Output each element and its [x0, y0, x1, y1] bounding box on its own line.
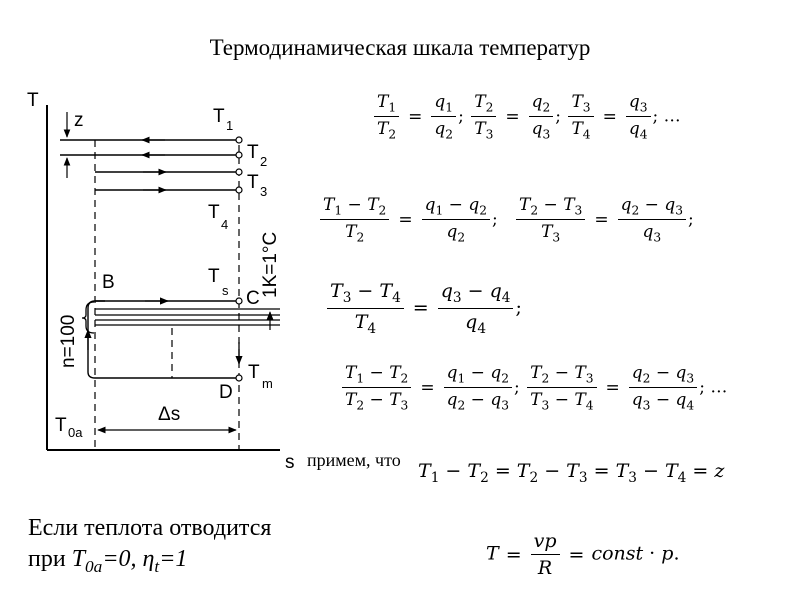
label-t4-sub: 4 [221, 217, 229, 232]
assume-text: примем, что [307, 450, 401, 470]
point-t2 [236, 152, 242, 158]
point-c-label: C [246, 288, 260, 309]
label-t1: T [213, 106, 225, 127]
cycle-left-bracket [88, 301, 239, 378]
condition-t: T [71, 546, 86, 572]
slide-title: Термодинамическая шкала температур [209, 35, 591, 60]
condition-prefix: при [28, 546, 72, 572]
point-d [236, 375, 242, 381]
condition-eta-sub: t [154, 556, 160, 576]
z-label: z [74, 110, 84, 131]
point-t3 [236, 169, 242, 175]
label-t2-sub: 2 [260, 154, 268, 169]
label-t3-sub: 3 [260, 184, 268, 199]
label-n: n=100 [58, 314, 79, 368]
condition-text [28, 513, 271, 582]
label-tm: T [248, 362, 260, 383]
label-ts: T [208, 266, 220, 287]
condition-line-1: Если теплота отводится [28, 515, 272, 541]
point-d-label: D [219, 382, 233, 403]
condition-line-2 [28, 544, 271, 582]
label-tm-sub: m [262, 376, 273, 391]
equation-row-4: $\frac{T_1 - T_2}{T_2 - T_3}$ = $\frac{q_1 - q_2}{q_2 - q_3}$ ; $\frac{T_2 - T_3}{T_3 - T_4}$ = $\frac{q_2 - q_3}{q_3 - q_4}$ ; … [340, 363, 727, 413]
axis-s-label: s [285, 452, 295, 473]
point-t4 [236, 187, 242, 193]
condition-rest: =0, η [102, 546, 155, 572]
label-t4: T [208, 202, 220, 223]
point-t1 [236, 137, 242, 143]
condition-t-sub: 0a [85, 556, 103, 576]
equation-row-6: T = $\frac{vp}{R}$ = const · p. [486, 530, 680, 579]
label-t0a: T [55, 415, 67, 436]
label-t2: T [247, 142, 259, 163]
equation-row-3: $\frac{T_3 - T_4}{T_4}$ = $\frac{q_3 - q_4}{q_4}$ ; [325, 280, 522, 337]
point-c [236, 298, 242, 304]
label-1k: 1K=1°C [260, 231, 281, 298]
ds-label: Δs [158, 404, 181, 425]
equation-row-2: $\frac{T_1 - T_2}{T_2}$ = $\frac{q_1 - q_2}{q_2}$ ; $\frac{T_2 - T_3}{T_3}$ = $\frac{q_2 - q_3}{q_3}$ ; [318, 195, 694, 245]
label-t3: T [247, 172, 259, 193]
equation-row-5: $T_1 - T_2 = T_2 - T_3 = T_3 - T_4 = z$ [418, 460, 725, 486]
equation-row-1: $\frac{T_1}{T_2}$ = $\frac{q_1}{q_2}$ ; $\frac{T_2}{T_3}$ = $\frac{q_2}{q_3}$ ; $\frac{T_3}{T_4}$ = $\frac{q_3}{q_4}$ ; … [372, 92, 681, 142]
label-t0a-sub: 0a [68, 425, 83, 440]
condition-end: =1 [159, 546, 188, 572]
label-ts-sub: s [222, 283, 229, 298]
label-t1-sub: 1 [226, 118, 234, 133]
axis-t-label: T [27, 90, 39, 111]
point-b-label: B [102, 272, 115, 293]
